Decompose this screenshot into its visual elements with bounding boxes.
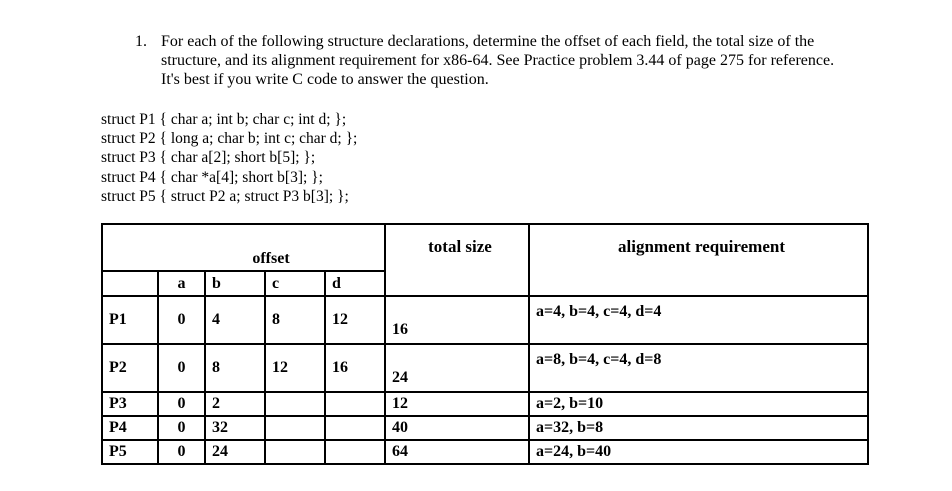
struct-declaration: struct P4 { char *a[4]; short b[3]; };	[101, 168, 323, 186]
offset-b: 24	[205, 440, 265, 464]
offset-b: 2	[205, 392, 265, 416]
question-text	[161, 32, 891, 89]
offset-c: 8	[265, 296, 325, 344]
total-size: 12	[385, 392, 529, 416]
question-number: 1.	[135, 33, 147, 50]
struct-declaration: struct P5 { struct P2 a; struct P3 b[3]; };	[101, 187, 349, 205]
total-size: 16	[385, 296, 529, 344]
offset-a: 0	[158, 416, 205, 440]
offset-a: 0	[158, 296, 205, 344]
row-name: P1	[102, 296, 158, 344]
offset-d	[325, 416, 385, 440]
total-size: 64	[385, 440, 529, 464]
row-name: P3	[102, 392, 158, 416]
table-row	[102, 440, 868, 464]
header-total-size: total size	[385, 224, 529, 296]
total-size: 40	[385, 416, 529, 440]
row-name: P2	[102, 344, 158, 392]
row-name: P5	[102, 440, 158, 464]
question-line: It's best if you write C code to answer the question.	[161, 71, 489, 88]
field-header-c: c	[265, 271, 325, 296]
header-offset: offset	[158, 224, 385, 271]
offset-a: 0	[158, 392, 205, 416]
offset-c	[265, 392, 325, 416]
table-row	[102, 392, 868, 416]
alignment: a=32, b=8	[529, 416, 868, 440]
row-name: P4	[102, 416, 158, 440]
struct-declaration: struct P3 { char a[2]; short b[5]; };	[101, 149, 316, 167]
offset-c	[265, 440, 325, 464]
question-line: structure, and its alignment requirement for x86-64. See Practice problem 3.44 of page 275 for reference.	[161, 52, 835, 69]
field-header-d: d	[325, 271, 385, 296]
offset-c: 12	[265, 344, 325, 392]
alignment: a=4, b=4, c=4, d=4	[529, 296, 868, 344]
offset-c	[265, 416, 325, 440]
table-header-row	[102, 224, 868, 271]
table-row	[102, 344, 868, 392]
struct-declaration: struct P1 { char a; int b; char c; int d; };	[101, 111, 347, 128]
offset-d	[325, 392, 385, 416]
answer-table	[101, 223, 869, 465]
offset-d: 12	[325, 296, 385, 344]
total-size: 24	[385, 344, 529, 392]
offset-a: 0	[158, 344, 205, 392]
offset-a: 0	[158, 440, 205, 464]
table-row	[102, 296, 868, 344]
header-alignment: alignment requirement	[529, 224, 868, 296]
header-blank	[102, 224, 158, 271]
offset-b: 32	[205, 416, 265, 440]
offset-b: 4	[205, 296, 265, 344]
table-row	[102, 416, 868, 440]
struct-declarations	[101, 110, 357, 206]
offset-d	[325, 440, 385, 464]
field-header-a: a	[158, 271, 205, 296]
alignment: a=2, b=10	[529, 392, 868, 416]
alignment: a=24, b=40	[529, 440, 868, 464]
field-header-b: b	[205, 271, 265, 296]
alignment: a=8, b=4, c=4, d=8	[529, 344, 868, 392]
question-line: For each of the following structure declarations, determine the offset of each field, the total size of the	[161, 33, 815, 50]
offset-b: 8	[205, 344, 265, 392]
offset-d: 16	[325, 344, 385, 392]
struct-declaration: struct P2 { long a; char b; int c; char d; };	[101, 130, 358, 148]
field-header-blank	[102, 271, 158, 296]
